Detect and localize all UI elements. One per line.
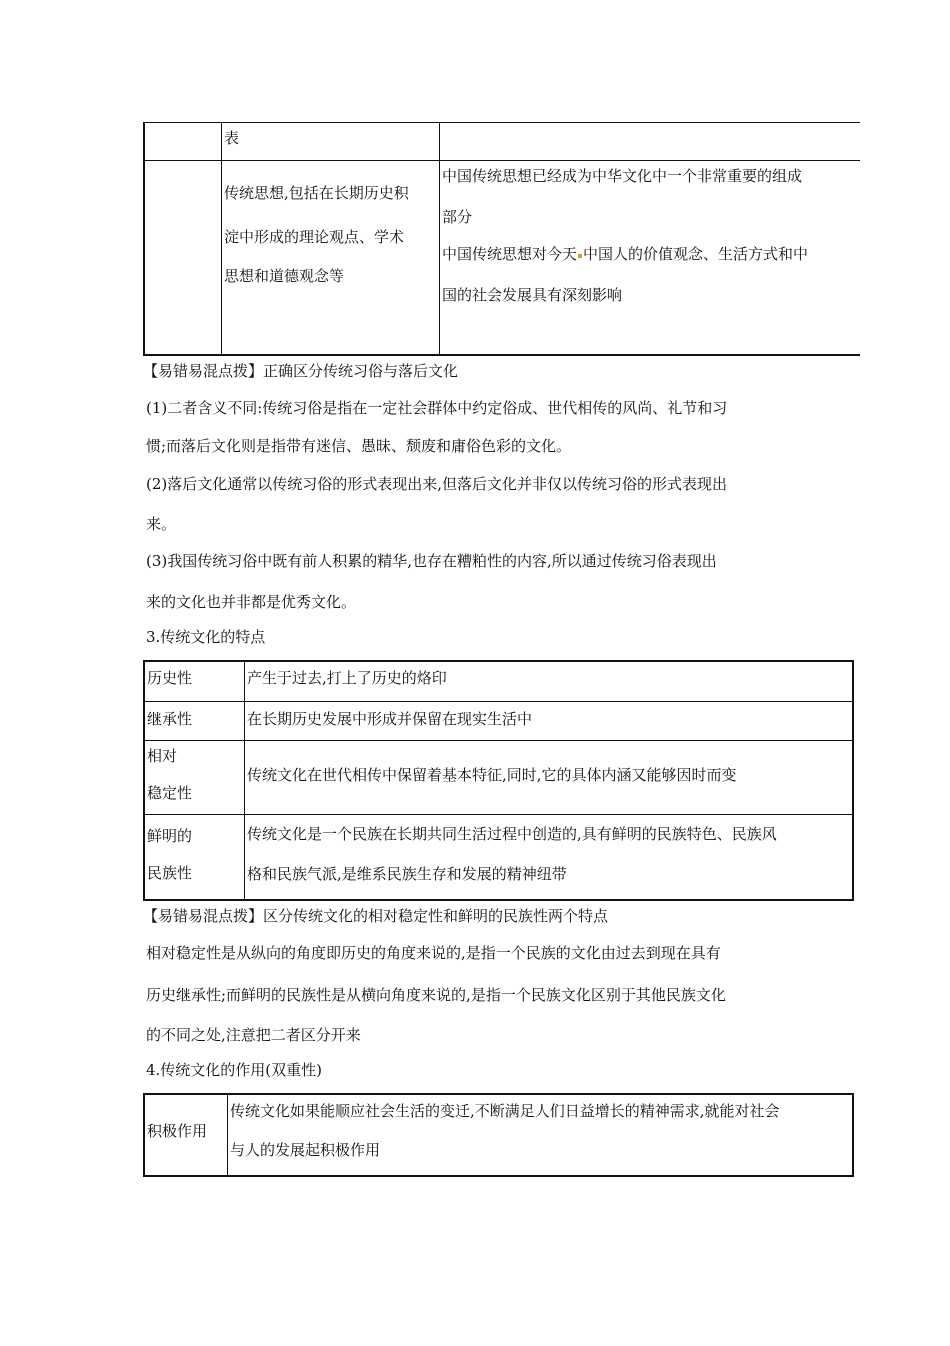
table-cell-line — [442, 244, 808, 264]
section-heading: 4.传统文化的作用(双重性) — [146, 1061, 323, 1079]
tip-title: 【易错易混点拨】区分传统文化的相对稳定性和鲜明的民族性两个特点 — [143, 907, 609, 925]
table-cell-line: 思想和道德观念等 — [224, 267, 345, 285]
paragraph-line: 来。 — [146, 515, 177, 533]
trait-label: 稳定性 — [147, 784, 193, 802]
section-heading: 3.传统文化的特点 — [146, 628, 266, 646]
trait-text: 传统文化在世代相传中保留着基本特征,同时,它的具体内涵又能够因时而变 — [247, 766, 737, 784]
paragraph-line: (3)我国传统习俗中既有前人积累的精华,也存在糟粕性的内容,所以通过传统习俗表现出 — [146, 552, 717, 570]
effect-label: 积极作用 — [147, 1122, 208, 1140]
trait-text: 传统文化是一个民族在长期共同生活过程中创造的,具有鲜明的民族特色、民族风 — [247, 825, 777, 843]
trait-text: 在长期历史发展中形成并保留在现实生活中 — [247, 710, 533, 728]
highlight-dot — [578, 254, 582, 258]
trait-text: 产生于过去,打上了历史的烙印 — [247, 669, 447, 687]
paragraph-line: 惯;而落后文化则是指带有迷信、愚昧、颓废和庸俗色彩的文化。 — [146, 437, 572, 455]
trait-label: 鲜明的 — [147, 827, 193, 845]
trait-label: 民族性 — [147, 864, 193, 882]
table-cell-line: 传统思想,包括在长期历史积 — [224, 184, 409, 202]
tip-title: 【易错易混点拨】正确区分传统习俗与落后文化 — [143, 362, 459, 380]
trait-label: 继承性 — [147, 710, 193, 728]
paragraph-line: 的不同之处,注意把二者区分开来 — [146, 1026, 361, 1044]
effect-text: 与人的发展起积极作用 — [230, 1141, 381, 1159]
table-cell-line: 中国传统思想已经成为中华文化中一个非常重要的组成 — [442, 167, 803, 185]
paragraph-line: 相对稳定性是从纵向的角度即历史的角度来说的,是指一个民族的文化由过去到现在具有 — [146, 944, 721, 962]
effect-text: 传统文化如果能顺应社会生活的变迁,不断满足人们日益增长的精神需求,就能对社会 — [230, 1102, 780, 1120]
trait-label: 相对 — [147, 747, 178, 765]
text-fragment: 中国人的价值观念、生活方式和中 — [583, 245, 809, 263]
table-cell-line: 淀中形成的理论观点、学术 — [224, 228, 405, 246]
table-cell-line: 部分 — [442, 208, 473, 226]
table-cell: 表 — [224, 129, 240, 147]
trait-label: 历史性 — [147, 669, 193, 687]
text-fragment: 中国传统思想对今天 — [442, 245, 578, 263]
paragraph-line: 历史继承性;而鲜明的民族性是从横向角度来说的,是指一个民族文化区别于其他民族文化 — [146, 986, 726, 1004]
paragraph-line: 来的文化也并非都是优秀文化。 — [146, 593, 357, 611]
table-cell-line: 国的社会发展具有深刻影响 — [442, 286, 623, 304]
paragraph-line: (2)落后文化通常以传统习俗的形式表现出来,但落后文化并非仅以传统习俗的形式表现出 — [146, 475, 728, 493]
paragraph-line: (1)二者含义不同:传统习俗是指在一定社会群体中约定俗成、世代相传的风尚、礼节和习 — [146, 399, 728, 417]
trait-text: 格和民族气派,是维系民族生存和发展的精神纽带 — [247, 865, 567, 883]
